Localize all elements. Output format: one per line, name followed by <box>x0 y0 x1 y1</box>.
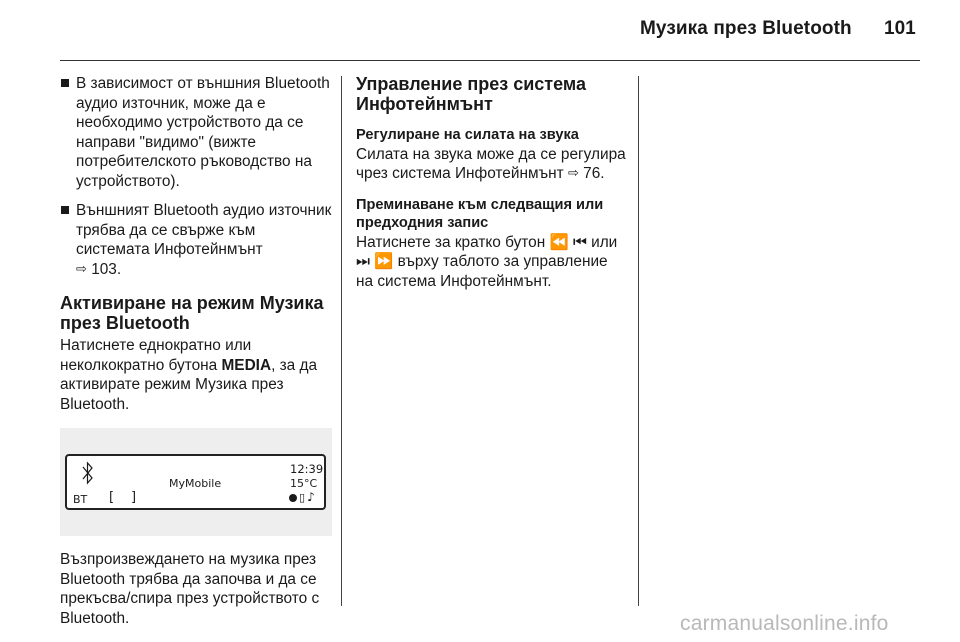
temperature: 15°C <box>290 477 318 490</box>
music-note-icon: ♪ <box>307 490 315 504</box>
column-left <box>60 74 332 628</box>
activate-paragraph: Натиснете еднократно или неколкократно бутона MEDIA, за да активирате режим Музика през Bluetooth. <box>60 337 318 413</box>
column-divider-right <box>638 76 639 606</box>
column-divider-left <box>341 76 342 606</box>
bt-label: BT <box>73 493 88 506</box>
page-header-title: Музика през Bluetooth <box>640 18 852 39</box>
bracket-left: [ <box>109 490 115 505</box>
section-heading-control: Управление през система Инфотейнмънт <box>356 74 586 114</box>
subheading-track: Преминаване към следващия или предходния запис <box>356 196 604 231</box>
playback-paragraph: Възпроизвеждането на музика през Bluetooth трябва да започва и да се прекъсва/спира през устройството с Bluetooth. <box>60 551 320 627</box>
display-screen <box>65 454 326 510</box>
bluetooth-icon <box>81 460 95 486</box>
header-divider <box>60 60 920 61</box>
volume-paragraph: Силата на звука може да се регулира чрез система Инфотейнмънт ⇨ 76. <box>356 145 626 182</box>
watermark: carmanualsonline.info <box>680 612 889 635</box>
bullet-text: Външният Bluetooth аудио източник трябва да се свърже към системата Инфотейнмънт <box>76 202 332 258</box>
bracket-right: ] <box>131 490 137 505</box>
reference-arrow-icon: ⇨ <box>76 260 87 276</box>
phone-signal-icon: ▯ <box>299 491 306 504</box>
reference-page: 103. <box>91 260 122 278</box>
bullet-item <box>60 74 332 191</box>
section-heading-activate: Активиране на режим Музика през Bluetooth <box>60 293 324 333</box>
clock-time: 12:39 <box>290 462 324 476</box>
subheading-volume: Регулиране на силата на звука <box>356 127 579 143</box>
infotainment-screen-figure <box>60 428 332 536</box>
device-name: MyMobile <box>169 477 222 490</box>
dot-icon <box>289 494 297 502</box>
status-icons <box>289 488 315 508</box>
reference-arrow-icon: ⇨ <box>567 165 579 180</box>
page-number: 101 <box>884 18 916 39</box>
prev-track-icon: ⏪ ⏮ <box>549 233 587 251</box>
track-paragraph: Натиснете за кратко бутон ⏪ ⏮ или ⏭ ⏩ върху таблото за управление на система Инфотейнмънт. <box>356 233 618 290</box>
media-keyword: MEDIA <box>221 356 272 374</box>
column-middle <box>356 74 628 291</box>
reference-page: 76. <box>583 165 605 182</box>
next-track-icon: ⏭ ⏩ <box>356 253 394 270</box>
bullet-item <box>60 201 332 279</box>
bullet-text: В зависимост от външния Bluetooth аудио източник, може да е необходимо устройството да се направи "видимо" (вижте потребителското ръководство на устройството). <box>76 75 330 190</box>
